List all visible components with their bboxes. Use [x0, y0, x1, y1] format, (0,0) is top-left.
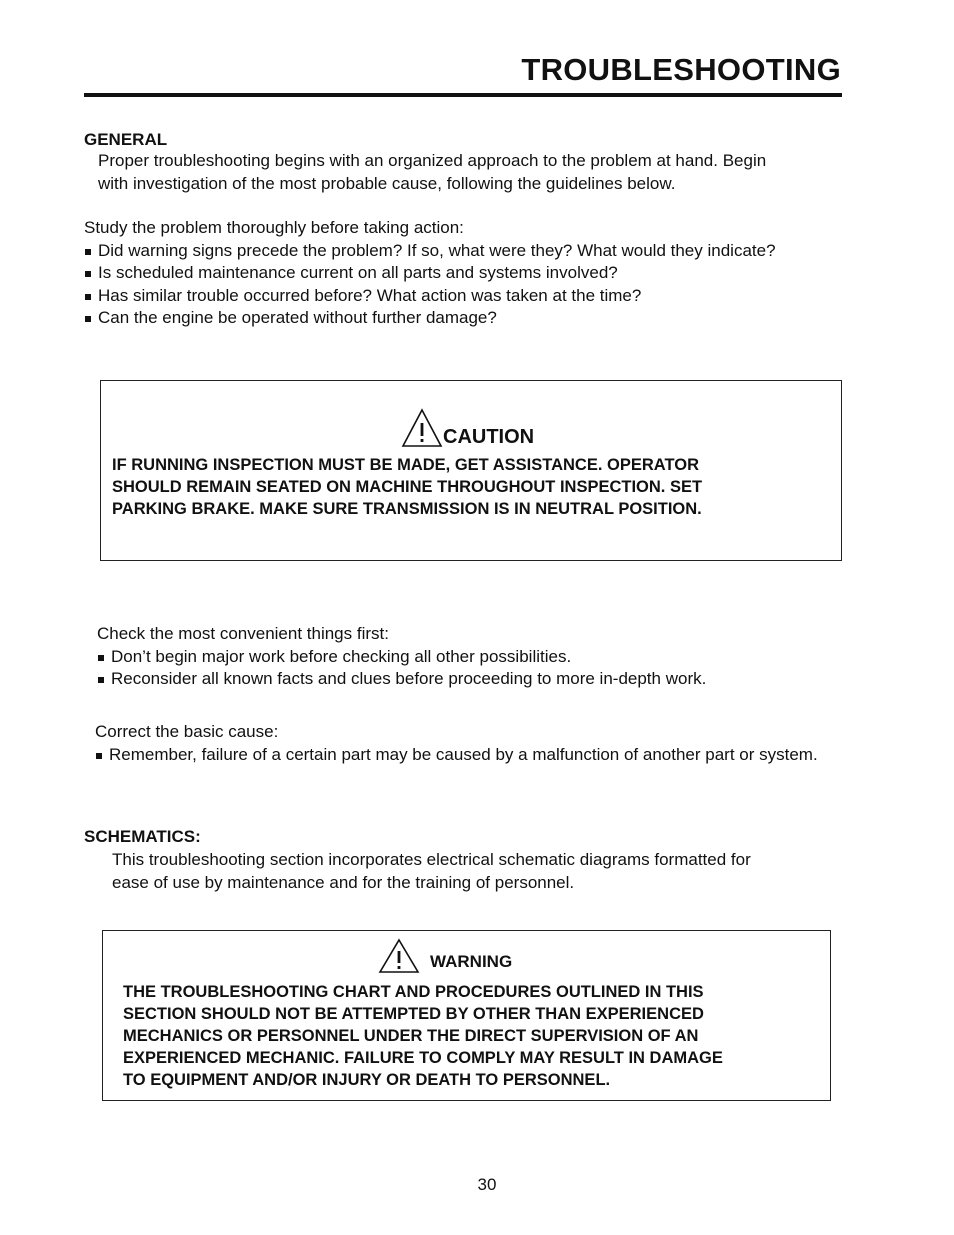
warning-box — [102, 930, 831, 1101]
title-rule — [84, 93, 842, 97]
caution-header — [401, 408, 534, 448]
schematics-line: This troubleshooting section incorporates electrical schematic diagrams formatted for — [112, 850, 751, 869]
page-title: TROUBLESHOOTING — [521, 52, 841, 87]
warning-line: MECHANICS OR PERSONNEL UNDER THE DIRECT SUPERVISION OF AN — [123, 1027, 699, 1045]
warning-triangle-icon — [401, 408, 443, 448]
convenient-section — [97, 623, 706, 691]
warning-triangle-icon — [378, 938, 420, 974]
schematics-heading: SCHEMATICS: — [84, 827, 201, 846]
study-section — [84, 217, 776, 330]
study-bullet: Can the engine be operated without further damage? — [84, 307, 776, 330]
general-intro-line: Proper troubleshooting begins with an organized approach to the problem at hand. Begin — [98, 151, 767, 170]
convenient-lead: Check the most convenient things first: — [97, 624, 389, 643]
caution-line: SHOULD REMAIN SEATED ON MACHINE THROUGHOUT INSPECTION. SET — [112, 478, 703, 496]
general-intro — [98, 150, 766, 195]
warning-text — [123, 981, 723, 1091]
caution-label: CAUTION — [443, 426, 535, 448]
warning-line: SECTION SHOULD NOT BE ATTEMPTED BY OTHER THAN EXPERIENCED — [123, 1005, 704, 1023]
schematics-line: ease of use by maintenance and for the training of personnel. — [112, 872, 575, 892]
convenient-bullet: Don’t begin major work before checking all other possibilities. — [97, 646, 706, 669]
study-bullet: Has similar trouble occurred before? What action was taken at the time? — [84, 285, 776, 308]
caution-box — [100, 380, 842, 561]
study-bullet: Did warning signs precede the problem? If so, what were they? What would they indicate? — [84, 240, 776, 263]
page-number: 30 — [477, 1175, 497, 1194]
basic-lead: Correct the basic cause: — [95, 722, 279, 741]
study-bullet: Is scheduled maintenance current on all parts and systems involved? — [84, 262, 776, 285]
caution-text — [112, 454, 702, 520]
warning-line: TO EQUIPMENT AND/OR INJURY OR DEATH TO PERSONNEL. — [123, 1071, 611, 1089]
warning-label: WARNING — [430, 952, 513, 971]
schematics-text — [112, 849, 751, 894]
caution-line: PARKING BRAKE. MAKE SURE TRANSMISSION IS IN NEUTRAL POSITION. — [112, 500, 702, 518]
basic-bullet: Remember, failure of a certain part may be caused by a malfunction of another part or system. — [95, 744, 818, 767]
general-heading: GENERAL — [84, 130, 168, 149]
caution-line: IF RUNNING INSPECTION MUST BE MADE, GET ASSISTANCE. OPERATOR — [112, 456, 700, 474]
study-lead: Study the problem thoroughly before taking action: — [84, 218, 464, 237]
warning-header — [378, 938, 512, 974]
convenient-bullet: Reconsider all known facts and clues before proceeding to more in-depth work. — [97, 668, 706, 691]
warning-line: THE TROUBLESHOOTING CHART AND PROCEDURES OUTLINED IN THIS — [123, 983, 704, 1001]
warning-line: EXPERIENCED MECHANIC. FAILURE TO COMPLY MAY RESULT IN DAMAGE — [123, 1049, 723, 1067]
basic-section — [95, 721, 818, 766]
general-intro-line: with investigation of the most probable cause, following the guidelines below. — [98, 173, 676, 193]
